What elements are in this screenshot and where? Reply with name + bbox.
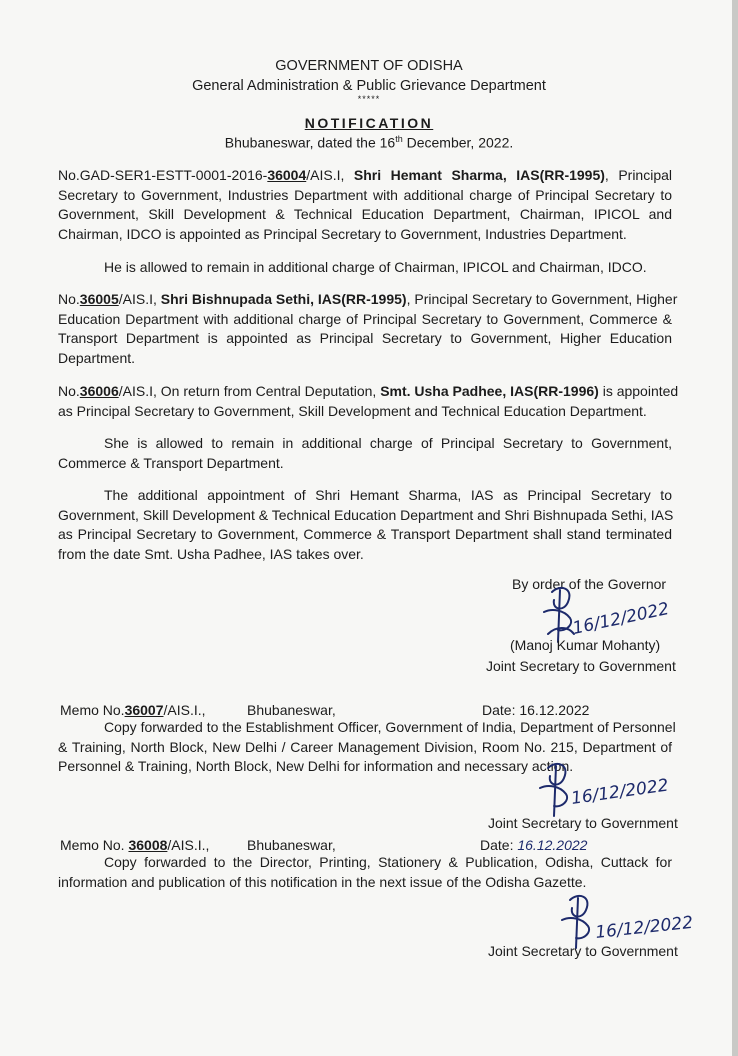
para3-line4: Department. <box>58 349 136 366</box>
signature-date-3: 16/12/2022 <box>594 912 694 943</box>
place-date-prefix: Bhubaneswar, dated the 16 <box>224 134 396 151</box>
signature-date-2: 16/12/2022 <box>569 775 670 809</box>
memo-number: 36008 <box>128 837 168 853</box>
para2-line1: He is allowed to remain in additional charge of Chairman, IPICOL and Chairman, IDCO. <box>104 259 647 275</box>
memo1-number <box>60 702 206 718</box>
memo2-body <box>58 853 672 892</box>
order-paragraph-4 <box>58 382 679 421</box>
memo2-date-value: 16.12.2022 <box>517 837 588 853</box>
order-paragraph-1 <box>58 166 672 244</box>
order-number-suffix: /AIS.I, <box>306 167 345 183</box>
memo2-date-label: Date: <box>480 837 518 853</box>
order-paragraph-2 <box>58 258 672 278</box>
memo-number-suffix: /AIS.I., <box>163 702 206 718</box>
header-stars: ***** <box>357 94 381 104</box>
para1-line2: Secretary to Government, Industries Department with additional charge of Principal Secretary to <box>58 186 672 203</box>
signature-date-1: 16/12/2022 <box>570 598 671 639</box>
para3-line1 <box>58 290 678 310</box>
memo2-place: Bhubaneswar, <box>247 837 336 853</box>
officer-name: Shri Bishnupada Sethi, IAS(RR-1995) <box>160 291 407 307</box>
memo2-line1: Copy forwarded to the Director, Printing, Stationery & Publication, Odisha, Cuttack for <box>104 854 672 870</box>
para4-line1-rest: is appointed <box>598 383 679 399</box>
memo1-line1: Copy forwarded to the Establishment Officer, Government of India, Department of Personnel <box>104 719 676 735</box>
memo1-designation: Joint Secretary to Government <box>488 815 678 831</box>
officer-name: Shri Hemant Sharma, IAS(RR-1995) <box>353 167 605 183</box>
memo-number-suffix: /AIS.I., <box>167 837 210 853</box>
para5-line2: Commerce & Transport Department. <box>58 454 284 471</box>
para1-line1-rest: , Principal <box>604 167 673 183</box>
para1-line1 <box>58 166 672 186</box>
memo2-date <box>480 837 587 853</box>
signature-stroke <box>540 764 567 816</box>
memo-number-prefix: Memo No. <box>60 837 129 853</box>
by-order-line: By order of the Governor <box>512 576 667 592</box>
memo2-designation: Joint Secretary to Government <box>488 943 678 959</box>
order-number-suffix: /AIS.I, On return from Central Deputation, <box>118 383 377 399</box>
order-number: 36006 <box>79 383 119 399</box>
order-paragraph-5 <box>58 434 672 473</box>
memo1-date: Date: 16.12.2022 <box>482 702 590 718</box>
para4-line2: as Principal Secretary to Government, Skill Development and Technical Education Department. <box>58 402 647 419</box>
para3-line1-rest: , Principal Secretary to Government, Higher <box>406 291 678 307</box>
para6-line1: The additional appointment of Shri Hemant Sharma, IAS as Principal Secretary to <box>104 487 672 503</box>
place-date-sup: th <box>395 134 403 144</box>
signature-stroke <box>562 896 589 948</box>
para5-line1: She is allowed to remain in additional charge of Principal Secretary to Government, <box>104 435 672 451</box>
memo-number: 36007 <box>124 702 164 718</box>
order-number-prefix: No. <box>58 383 80 399</box>
memo1-line3: Personnel & Training, North Block, New Delhi for information and necessary action. <box>58 758 574 774</box>
order-number: 36004 <box>267 167 307 183</box>
order-paragraph-6 <box>58 486 672 564</box>
order-number: 36005 <box>79 291 119 307</box>
para1-line3: Government, Skill Development & Technical Education Department, Chairman, IPICOL and <box>58 206 672 222</box>
scan-edge-shadow <box>732 0 738 1056</box>
para3-line3: Transport Department is appointed as Principal Secretary to Government, Higher Education <box>58 330 672 346</box>
order-number-prefix: No. <box>58 291 80 307</box>
memo1-place: Bhubaneswar, <box>247 702 336 718</box>
signatory-name: (Manoj Kumar Mohanty) <box>510 637 661 653</box>
para3-line2: Education Department with additional charge of Principal Secretary to Government, Commerce & <box>58 310 672 327</box>
order-paragraph-3 <box>58 290 678 368</box>
para1-line4: Chairman, IDCO is appointed as Principal Secretary to Government, Industries Department. <box>58 225 627 242</box>
place-date-line <box>0 134 738 151</box>
memo-number-prefix: Memo No. <box>60 702 125 718</box>
signature-mark-2 <box>526 760 696 822</box>
memo2-line2: information and publication of this notification in the next issue of the Odisha Gazette. <box>58 873 587 890</box>
para6-line4: from the date Smt. Usha Padhee, IAS takes over. <box>58 545 364 562</box>
officer-name: Smt. Usha Padhee, IAS(RR-1996) <box>380 383 599 399</box>
place-date-suffix: December, 2022. <box>402 134 514 151</box>
memo1-line2: & Training, North Block, New Delhi / Career Management Division, Room No. 215, Department of <box>58 738 672 755</box>
signature-stroke <box>544 588 574 642</box>
government-heading: GOVERNMENT OF ODISHA <box>275 58 463 74</box>
order-number-suffix: /AIS.I, <box>118 291 157 307</box>
para6-line3: as Principal Secretary to Government, Commerce & Transport Department shall stand terminated <box>58 526 672 542</box>
department-heading: General Administration & Public Grievance Department <box>192 78 546 94</box>
signatory-designation: Joint Secretary to Government <box>486 658 676 674</box>
para4-line1 <box>58 382 679 402</box>
para6-line2: Government, Skill Development & Technical Education Department and Shri Bishnupada Sethi, IAS <box>58 506 674 523</box>
order-number-prefix: No.GAD-SER1-ESTT-0001-2016- <box>58 167 268 183</box>
notification-title: NOTIFICATION <box>304 115 434 131</box>
memo2-number <box>60 837 209 853</box>
